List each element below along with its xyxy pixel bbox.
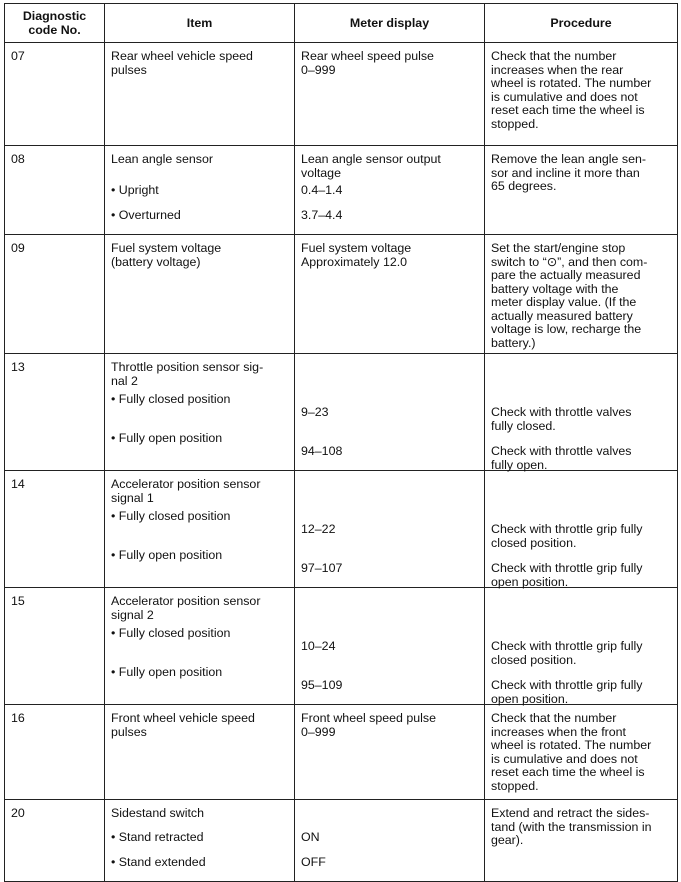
table-row — [5, 146, 678, 235]
table-row — [5, 705, 678, 800]
procedure-cell: Remove the lean angle sen- sor and incline it more than 65 degrees. — [485, 146, 678, 235]
header-procedure: Procedure — [485, 4, 678, 43]
table-row — [5, 354, 678, 471]
header-code: Diagnostic code No. — [5, 4, 105, 43]
procedure-cell: Check that the number increases when the front wheel is rotated. The number is cumulative and does not reset each time the wheel is stopped. — [485, 705, 678, 800]
procedure-cell: Set the start/engine stop switch to “⊙”, and then com- pare the actually measured battery voltage with the meter display value. (If the actually measured battery voltage is low, recharge the battery.) — [485, 235, 678, 354]
header-row — [5, 4, 678, 43]
item-cell: Fuel system voltage (battery voltage) — [105, 235, 295, 354]
item-cell: Rear wheel vehicle speed pulses — [105, 43, 295, 146]
procedure-cell: Check with throttle valves fully closed. Check with throttle valves fully open. — [485, 354, 678, 471]
table-row — [5, 800, 678, 882]
code-cell: 20 — [5, 800, 105, 882]
header-meter-display: Meter display — [295, 4, 485, 43]
procedure-cell: Check that the number increases when the rear wheel is rotated. The number is cumulative and does not reset each time the wheel is stopped. — [485, 43, 678, 146]
procedure-cell: Check with throttle grip fully closed position. Check with throttle grip fully open position. — [485, 471, 678, 588]
meter-cell: 12–22 97–107 — [295, 471, 485, 588]
item-cell: Lean angle sensor • Upright • Overturned — [105, 146, 295, 235]
code-cell: 15 — [5, 588, 105, 705]
meter-cell: 9–23 94–108 — [295, 354, 485, 471]
meter-cell: Fuel system voltage Approximately 12.0 — [295, 235, 485, 354]
diagnostic-code-table — [4, 3, 678, 882]
item-cell: Throttle position sensor sig- nal 2 • Fully closed position • Fully open position — [105, 354, 295, 471]
item-cell: Front wheel vehicle speed pulses — [105, 705, 295, 800]
table-row — [5, 235, 678, 354]
table-row — [5, 43, 678, 146]
meter-cell: Front wheel speed pulse 0–999 — [295, 705, 485, 800]
meter-cell: Lean angle sensor output voltage 0.4–1.4 3.7–4.4 — [295, 146, 485, 235]
meter-cell: ON OFF — [295, 800, 485, 882]
code-cell: 13 — [5, 354, 105, 471]
header-item: Item — [105, 4, 295, 43]
code-cell: 09 — [5, 235, 105, 354]
code-cell: 08 — [5, 146, 105, 235]
code-cell: 14 — [5, 471, 105, 588]
meter-cell: 10–24 95–109 — [295, 588, 485, 705]
procedure-cell: Extend and retract the sides- tand (with the transmission in gear). — [485, 800, 678, 882]
meter-cell: Rear wheel speed pulse 0–999 — [295, 43, 485, 146]
item-cell: Sidestand switch • Stand retracted • Stand extended — [105, 800, 295, 882]
item-cell: Accelerator position sensor signal 2 • Fully closed position • Fully open position — [105, 588, 295, 705]
code-cell: 16 — [5, 705, 105, 800]
table-row — [5, 471, 678, 588]
table-row — [5, 588, 678, 705]
procedure-cell: Check with throttle grip fully closed position. Check with throttle grip fully open position. — [485, 588, 678, 705]
code-cell: 07 — [5, 43, 105, 146]
item-cell: Accelerator position sensor signal 1 • Fully closed position • Fully open position — [105, 471, 295, 588]
